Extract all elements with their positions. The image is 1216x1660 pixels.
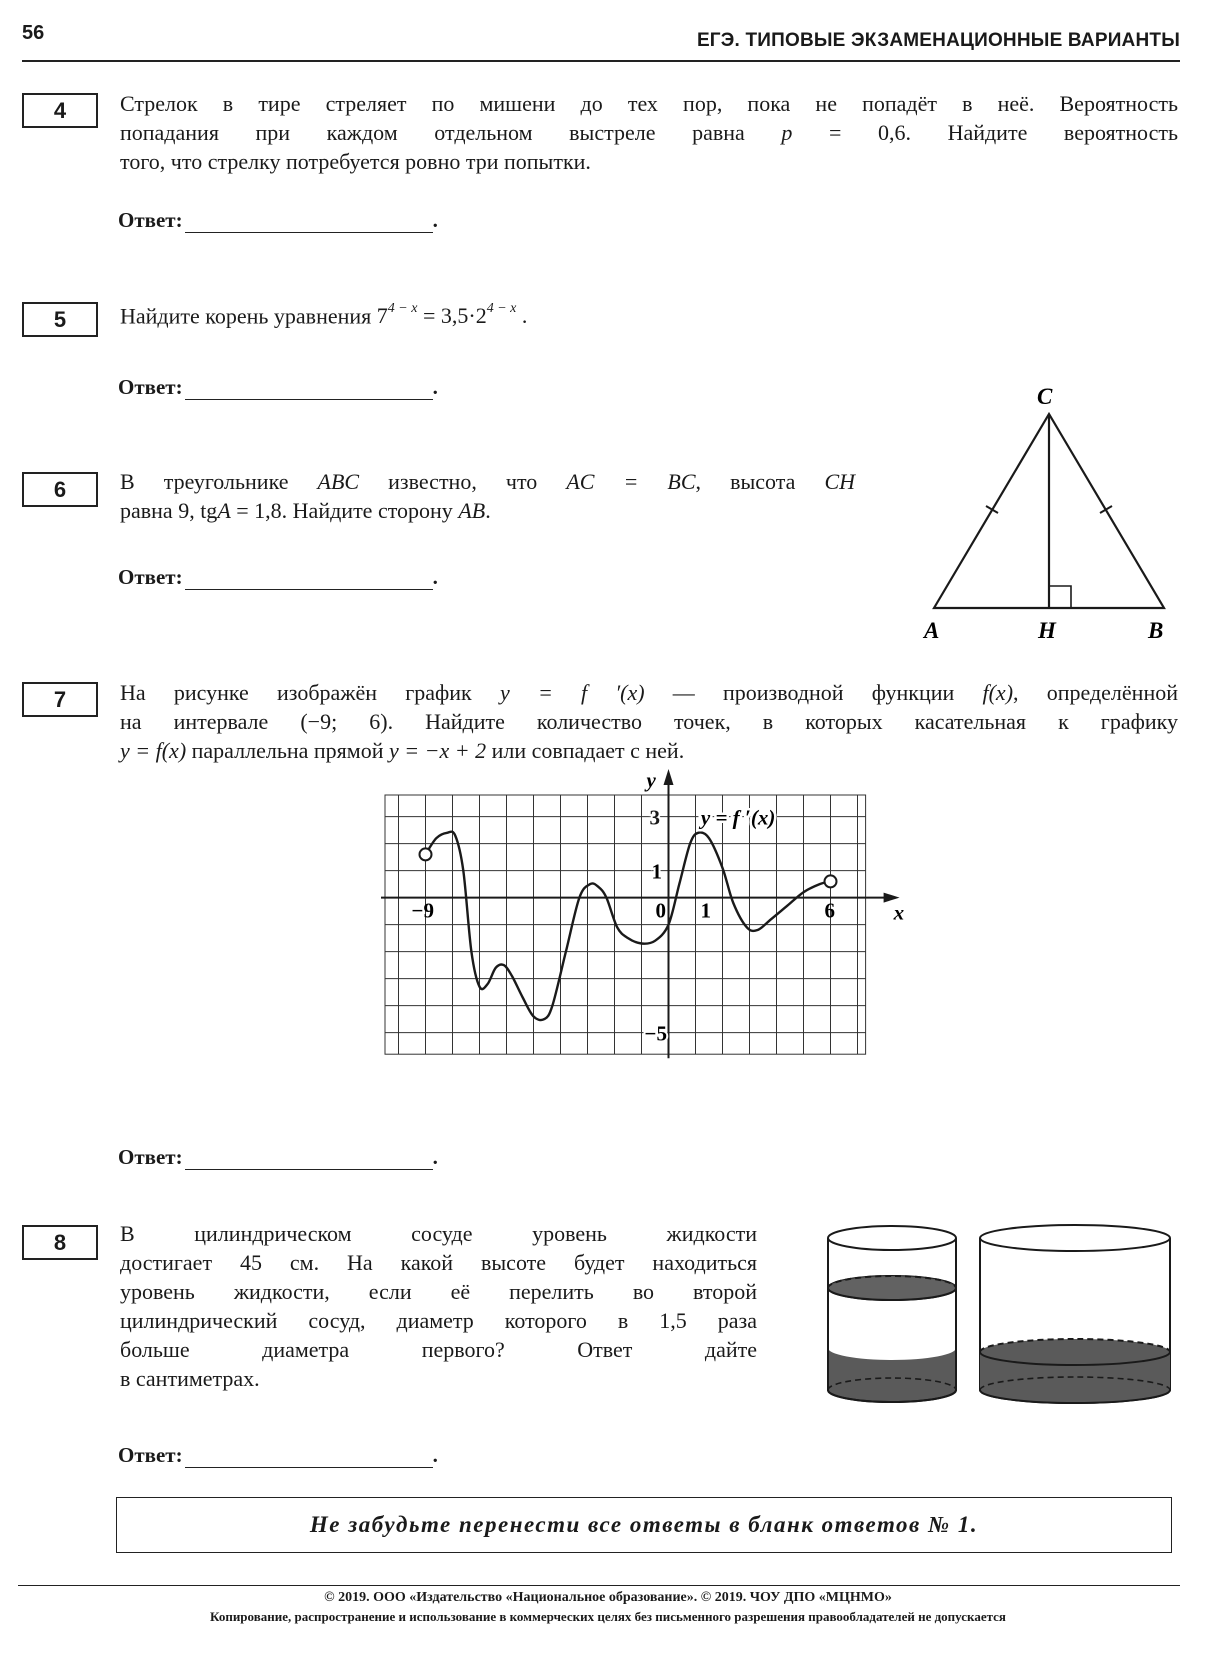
answer-period: . [432,1145,438,1169]
answer-line[interactable] [185,569,433,590]
math-ab: AB [458,498,486,523]
equation-end: . [516,303,528,329]
problem-8-line: В цилиндрическом сосуде уровень жидкости [120,1221,757,1246]
label-a: A [924,618,940,643]
grid [385,795,866,1054]
text-fragment: равна 9, tg [120,498,218,523]
tick-label-y-minus5: −5 [644,1021,667,1046]
text-fragment: Найдите корень уравнения [120,303,377,329]
text-fragment: параллельна прямой [186,738,389,763]
base-7: 7 [376,303,388,329]
math-ch: CH [824,469,855,494]
problem-8-line: в сантиметрах. [120,1366,260,1391]
derivative-graph [350,768,920,1110]
open-endpoint [420,848,432,860]
math-line: y = −x + 2 [389,738,487,763]
label-h: H [1038,618,1056,643]
problem-4-answer [118,208,438,233]
tick-label-x-0: 0 [655,898,666,923]
text-fragment: или совпадает с ней. [486,738,685,763]
header-divider [22,60,1180,62]
answer-line[interactable] [185,379,433,400]
problem-6-text [120,467,855,525]
problem-4-line-1: Стрелок в тире стреляет по мишени до тех пор, пока не попадёт в неё. Вероятность [120,91,1178,116]
problem-6-line-2 [120,496,855,525]
problem-7-answer [118,1145,438,1170]
cylinder-1 [828,1226,956,1402]
base-2: 2 [475,303,487,329]
problem-8-line: достигает 45 см. На какой высоте будет находиться [120,1250,757,1275]
axis-label-x: x [893,900,905,925]
text-fragment: . Найдите количество точек, в которых касательная к графику [387,709,1179,734]
math-interval: (−9; 6) [300,709,388,734]
problem-6-line-1 [120,467,855,496]
liquid-1 [828,1348,956,1402]
problem-7-line-2 [120,707,1178,736]
math-fx: f(x) [982,680,1014,705]
footer-copyright: © 2019. ООО «Издательство «Национальное образование». © 2019. ЧОУ ДПО «МЦНМО» [324,1590,892,1605]
axes [381,769,900,1058]
footer-divider [18,1585,1180,1586]
answer-line[interactable] [185,1447,433,1468]
curve-f-prime [426,832,831,1020]
problem-6-number: 6 [22,472,98,507]
math-derivative: y = f ′(x) [499,680,645,705]
math-var-p: p [781,120,793,145]
math-ac-bc: AC = BC [566,469,696,494]
exponent: 4 − x [387,301,418,316]
problem-8-number: 8 [22,1225,98,1260]
answer-label: Ответ: [118,208,183,232]
math-a: A [217,498,231,523]
text-fragment: — производной функции [644,680,983,705]
cylinder-2 [980,1225,1170,1403]
endpoints [420,848,837,887]
curve-label: y = f ′(x) [700,805,776,830]
tick-label-y-3: 3 [649,805,660,830]
problem-8-answer [118,1443,438,1468]
running-title: ЕГЭ. ТИПОВЫЕ ЭКЗАМЕНАЦИОННЫЕ ВАРИАНТЫ [696,30,1180,51]
problem-7-line-1 [120,678,1178,707]
text-fragment: В треугольнике [120,469,318,494]
answer-line[interactable] [185,1149,433,1170]
text-fragment: , определённой [1013,680,1178,705]
problem-8-line: больше диаметра первого? Ответ дайте [120,1337,757,1362]
label-c: C [1037,384,1053,409]
tick-label-x-6: 6 [824,898,835,923]
tick-label-x-minus9: −9 [411,898,434,923]
problem-7-line-3 [120,736,1178,765]
answer-period: . [432,1443,438,1467]
footer-notice: Копирование, распространение и использование в коммерческих целях без письменного разрешения правообладателей не допускается [210,1609,1006,1624]
text-fragment: = 1,8. Найдите сторону [230,498,459,523]
text-fragment: . [485,498,491,523]
answer-period: . [432,375,438,399]
tick-label-y-1: 1 [651,859,662,884]
top-1 [828,1226,956,1250]
text-fragment: попадания при каждом отдельном выстреле равна [120,120,782,145]
answer-period: . [432,208,438,232]
label-b: B [1148,618,1164,643]
top-2 [980,1225,1170,1251]
answer-label: Ответ: [118,1145,183,1169]
page-number: 56 [22,22,45,44]
cylinders-figure [820,1218,1180,1418]
triangle-figure [920,378,1164,648]
problem-4-line-3: того, что стрелку потребуется ровно три попытки. [120,149,591,174]
answer-label: Ответ: [118,1443,183,1467]
right-angle-mark [1049,586,1071,608]
problem-4-line-2 [120,118,1178,147]
problem-5-text [120,297,527,330]
problem-8-line: уровень жидкости, если её перелить во второй [120,1279,757,1304]
text-fragment: , высота [695,469,825,494]
equation [377,303,528,328]
math-abc: ABC [317,469,360,494]
problem-4-number: 4 [22,93,98,128]
problem-7-number: 7 [22,682,98,717]
text-fragment: известно, что [359,469,567,494]
problem-6-answer [118,565,438,590]
answer-label: Ответ: [118,565,183,589]
problem-5-number: 5 [22,302,98,337]
math-y-fx: y = f(x) [120,738,187,763]
tick-label-x-1: 1 [700,898,711,923]
text-fragment: на интервале [120,709,301,734]
equation-middle: = 3,5· [417,303,476,329]
problem-8-line: цилиндрический сосуд, диаметр которого в 1,5 раза [120,1308,757,1333]
y-axis-arrow [664,769,674,785]
answer-period: . [432,565,438,589]
text-fragment: На рисунке изображён график [120,680,500,705]
problem-7-text [120,678,1178,765]
reminder-banner: Не забудьте перенести все ответы в бланк ответов № 1. [116,1497,1172,1553]
answer-label: Ответ: [118,375,183,399]
answer-line[interactable] [185,212,433,233]
exponent: 4 − x [486,301,517,316]
problem-5-answer [118,375,438,400]
problem-8-text [120,1219,757,1393]
axis-label-y: y [646,768,656,792]
text-fragment: = 0,6. Найдите вероятность [792,120,1179,145]
open-endpoint [825,875,837,887]
problem-4-text [120,89,1178,176]
